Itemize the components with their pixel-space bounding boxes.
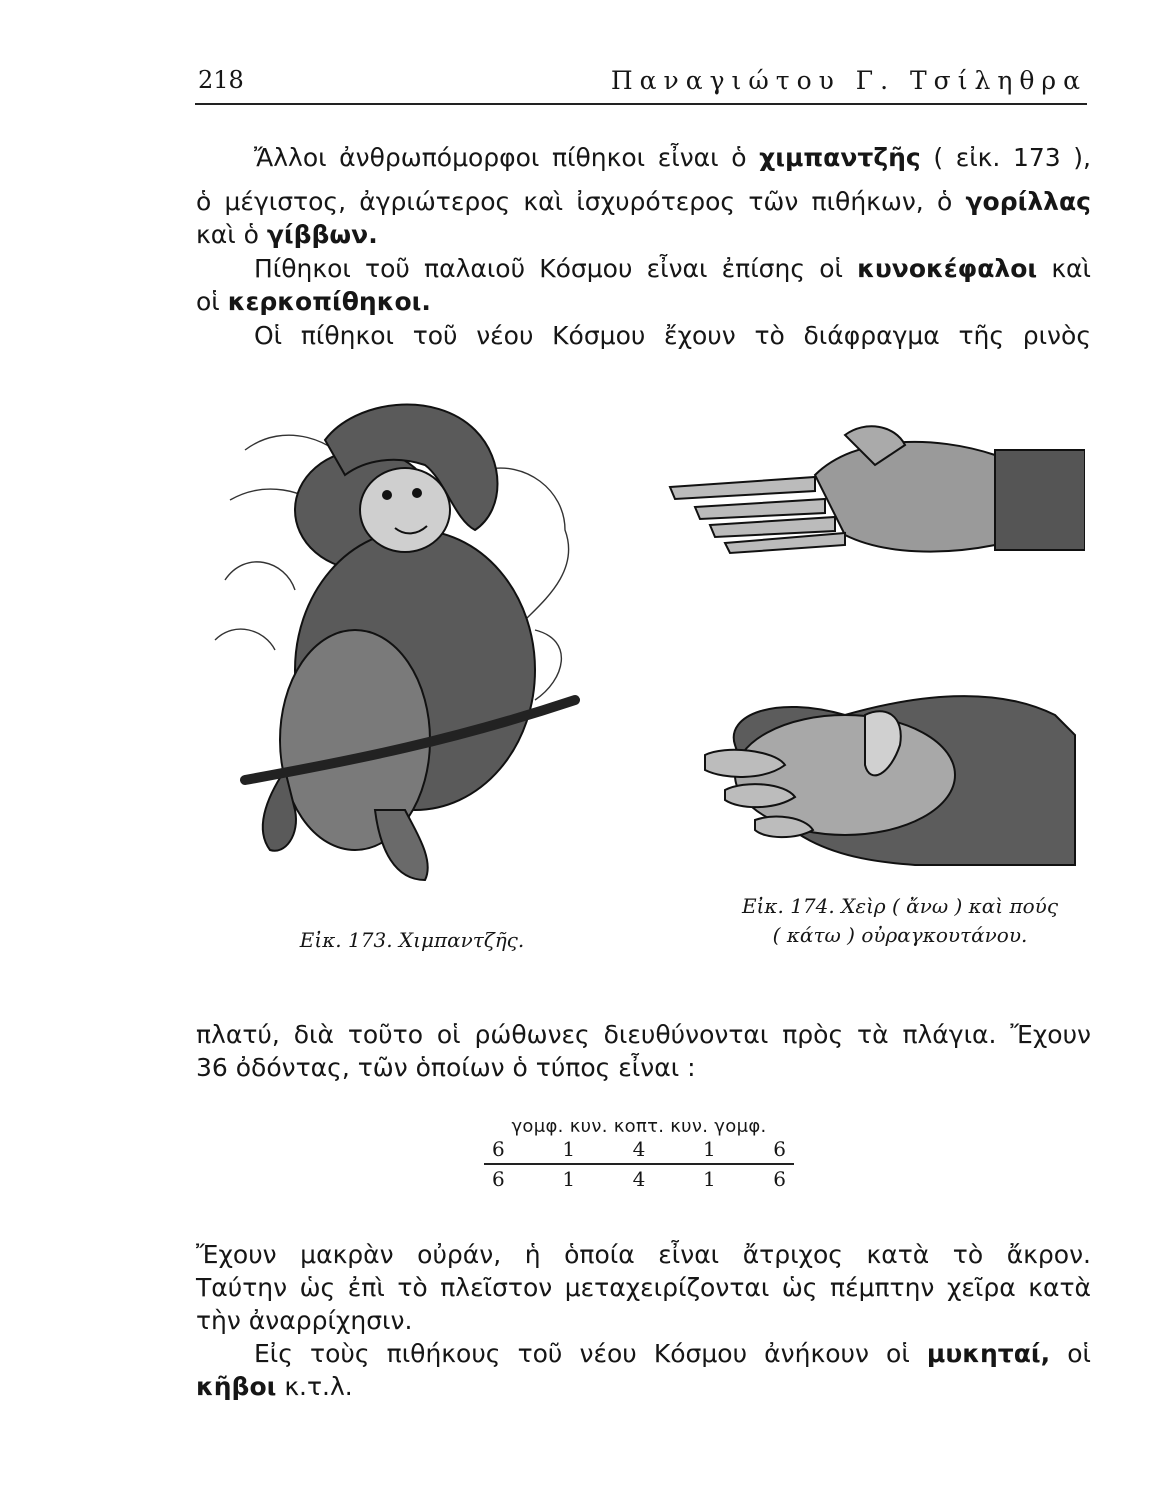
text: καὶ ὁ xyxy=(196,220,267,249)
tooth-count: 6 xyxy=(773,1167,786,1191)
paragraph-4-line-2 xyxy=(196,1046,1091,1090)
text: καὶ xyxy=(1037,254,1092,283)
tooth-count: 1 xyxy=(702,1167,716,1191)
bold-term: κερκοπίθηκοι. xyxy=(227,287,431,316)
text: 36 ὀδόντας, τῶν ὁποίων ὁ τύπος εἶναι : xyxy=(196,1053,696,1082)
page-number: 218 xyxy=(198,66,244,94)
text: κ.τ.λ. xyxy=(276,1372,353,1401)
tooth-count: 6 xyxy=(773,1137,786,1161)
figure-173-caption: Εἰκ. 173. Χιμπαντζῆς. xyxy=(299,928,525,952)
fraction-bar xyxy=(484,1163,794,1165)
running-head: Παναγιώτου Γ. Τσίληθρα xyxy=(610,66,1087,95)
bold-term: γίββων. xyxy=(266,220,378,249)
text: Πίθηκοι τοῦ παλαιοῦ Κόσμου εἶναι ἐπίσης οἱ xyxy=(254,254,858,283)
tooth-count: 1 xyxy=(562,1137,576,1161)
tooth-count: 4 xyxy=(632,1137,646,1161)
text: Οἱ πίθηκοι τοῦ νέου Κόσμου ἔχουν τὸ διάφραγμα τῆς ρινὸς xyxy=(254,321,1091,350)
orangutan-hand-foot-illustration xyxy=(665,415,1085,875)
dental-formula-lower xyxy=(484,1167,794,1191)
paragraph-1-line-1 xyxy=(196,136,1091,180)
bold-term: κῆβοι xyxy=(196,1372,277,1401)
bold-term: χιμπαντζῆς xyxy=(759,143,921,172)
tooth-count: 1 xyxy=(702,1137,716,1161)
tooth-count: 6 xyxy=(492,1137,505,1161)
dental-formula-upper xyxy=(484,1137,794,1161)
chimpanzee-illustration xyxy=(205,380,605,900)
text: ὁ μέγιστος, ἀγριώτερος καὶ ἰσχυρότερος τῶν πιθήκων, ὁ xyxy=(196,187,966,216)
text: Εἰς τοὺς πιθήκους τοῦ νέου Κόσμου ἀνήκουν οἱ xyxy=(254,1339,927,1368)
bold-term: γορίλλας xyxy=(965,187,1091,216)
text: πλατύ, διὰ τοῦτο οἱ ρώθωνες διευθύνονται πρὸς τὰ πλάγια. Ἔχουν xyxy=(196,1020,1091,1049)
paragraph-3-line-1 xyxy=(196,314,1091,358)
paragraph-6-line-2 xyxy=(196,1365,1091,1409)
dental-formula-labels: γομφ. κυν. κοπτ. κυν. γομφ. xyxy=(511,1116,767,1137)
text: Ἔχουν μακρὰν οὐράν, ἡ ὁποία εἶναι ἄτριχος κατὰ τὸ ἄκρον. xyxy=(196,1240,1091,1269)
bold-term: κυνοκέφαλοι xyxy=(857,254,1038,283)
text: ( εἰκ. 173 ), xyxy=(920,143,1091,172)
figure-174-caption-line-1: Εἰκ. 174. Χεὶρ ( ἄνω ) καὶ πούς xyxy=(741,894,1059,918)
text: Ἄλλοι ἀνθρωπόμορφοι πίθηκοι εἶναι ὁ xyxy=(254,143,760,172)
dental-formula xyxy=(484,1116,794,1191)
text: οἱ xyxy=(1050,1339,1092,1368)
text: Ταύτην ὡς ἐπὶ τὸ πλεῖστον μεταχειρίζονται ὡς πέμπτην χεῖρα κατὰ xyxy=(196,1273,1091,1302)
tooth-count: 6 xyxy=(492,1167,505,1191)
bold-term: μυκηταί, xyxy=(926,1339,1051,1368)
text: οἱ xyxy=(196,287,228,316)
tooth-count: 1 xyxy=(562,1167,576,1191)
figure-174-caption-line-2: ( κάτω ) οὐραγκουτάνου. xyxy=(772,923,1028,947)
header-rule xyxy=(195,103,1087,105)
text: τὴν ἀναρρίχησιν. xyxy=(196,1306,413,1335)
tooth-count: 4 xyxy=(632,1167,646,1191)
